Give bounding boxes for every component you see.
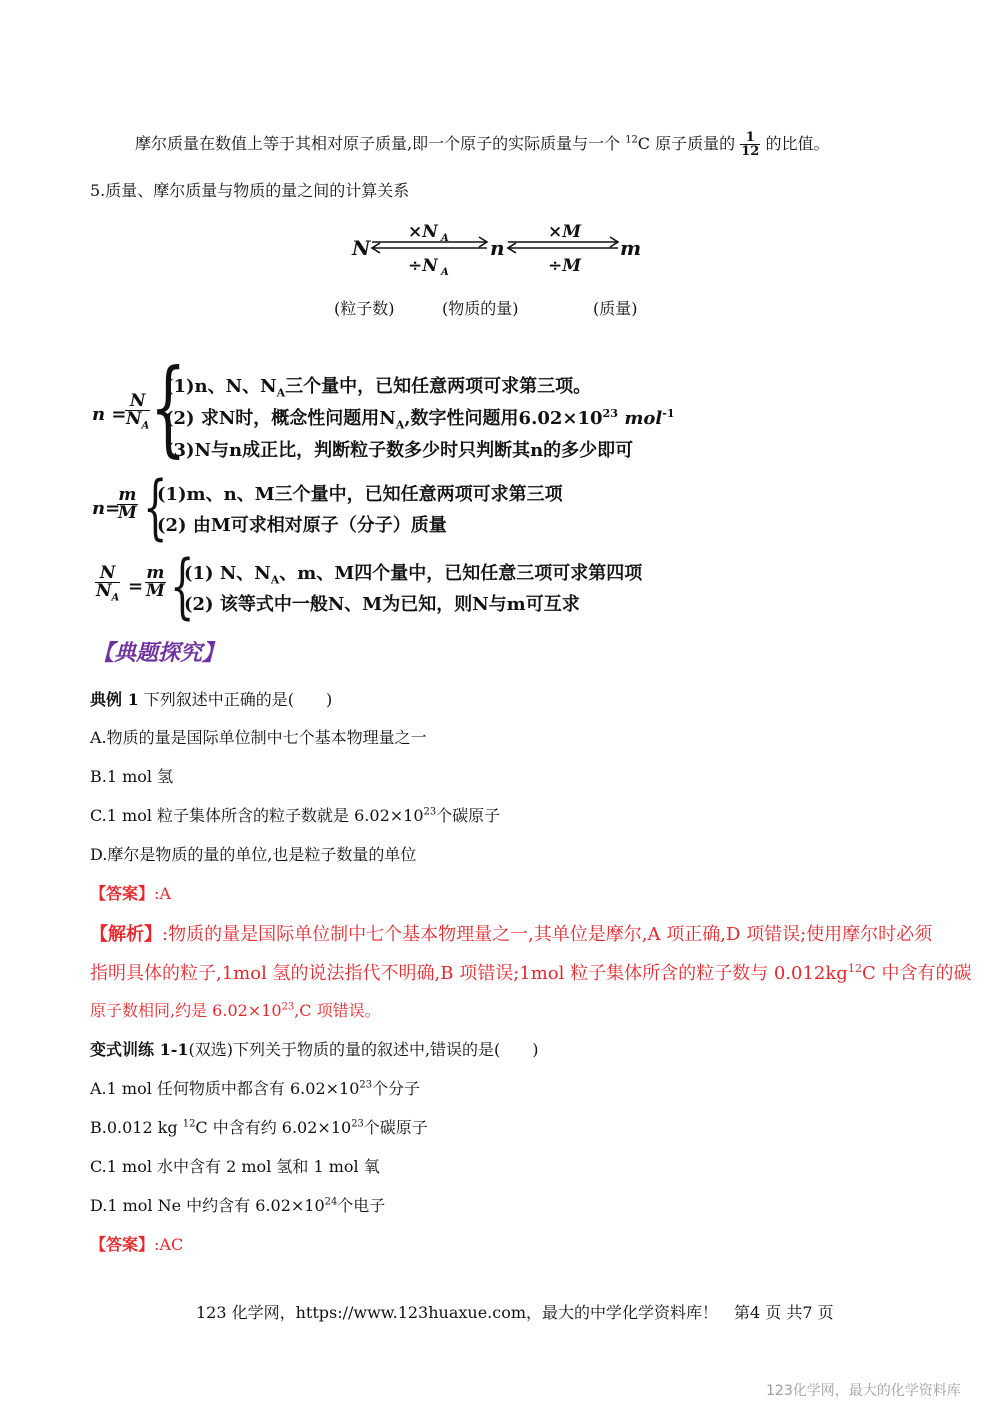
example-1-analysis-line-3: 原子数相同,约是 $6.02\times 10^{23},C$ 项错误。 [90,1001,381,1020]
label-times-M: ×M [548,222,582,242]
formula-3-fraction-left: $\frac{N}{N_A}$ [96,563,120,604]
section-title-typical-problems: 【典题探究】 [92,640,225,666]
example-1-answer: 【答案】:A [90,884,171,903]
variant-1-1-option-a: A.1 mol 任何物质中都含有 $6.02\times 10^{23}$个分子 [90,1079,421,1098]
formula-3-line-1: (1) N、$N_A$、m、M四个量中，已知任意三项可求第四项 [184,563,643,587]
variant-1-1-question: 变式训练 1-1(双选)下列关于物质的量的叙述中,错误的是( ) [90,1040,539,1059]
formula-2-brace: { [143,466,168,548]
formula-3-brace: { [170,545,195,627]
section-5-heading: 5.质量、摩尔质量与物质的量之间的计算关系 [90,181,410,200]
formula-2-lhs: n= [92,498,121,519]
formula-2-line-1: (1)m、n、M三个量中，已知任意两项可求第三项 [157,484,563,505]
statement-text: 摩尔质量在数值上等于其相对原子质量,即一个原子的实际质量与一个 [135,134,621,153]
molar-mass-statement [135,131,829,158]
variant-1-1-option-d: D.1 mol Ne 中约含有 $6.02\times 10^{24}$个电子 [90,1196,386,1215]
example-1-option-c: C.1 mol 粒子集体所含的粒子数就是 $6.02\times 10^{23}$个碳原子 [90,806,501,825]
label-div-M: ÷M [548,256,582,276]
fraction-denominator: 12 [741,144,760,159]
variant-1-1-answer: 【答案】:AC [90,1235,184,1254]
conversion-diagram [340,215,660,285]
formula-2-line-2: (2) 由M可求相对原子（分子）质量 [157,515,447,536]
diagram-n: n [490,236,505,260]
formula-3-fraction-right: $\frac{m}{M}$ [146,563,165,601]
example-1-analysis-line-1: 【解析】:物质的量是国际单位制中七个基本物理量之一,其单位是摩尔,A 项正确,D 项错误;使用摩尔时必须 [90,924,933,945]
page-footer: 123 化学网，https://www.123huaxue.com，最大的中学化学资料库！ 第4 页 共7 页 [196,1303,834,1322]
variant-1-1-option-b: B.0.012 kg $^{12}$C 中含有约 $6.02\times 10^{23}$个碳原子 [90,1118,428,1137]
statement-text: 的比值。 [765,134,830,153]
formula-2-fraction: $\frac{m}{M}$ [118,485,137,523]
label-particles: (粒子数) [334,299,395,318]
formula-1-brace: { [150,346,187,468]
label-mass: (质量) [593,299,638,318]
formula-3-equals: = [128,576,144,597]
label-times-NA-sub: A [441,233,449,244]
one-twelfth-fraction [740,131,760,158]
diagram-N: N [352,236,371,260]
label-div-NA-sub: A [441,267,449,278]
formula-1-fraction: $\frac{N}{N_A}$ [126,391,150,432]
example-1-analysis-line-2: 指明具体的粒子,1mol 氢的说法指代不明确,B 项错误;1mol 粒子集体所含的粒子数与 $0.012kg^{12}C$ 中含有的碳 [90,962,972,984]
isotope-symbol: C [637,134,651,153]
isotope-mass-number: 12 [625,134,638,146]
diagram-m: m [620,236,642,260]
formula-1-line-2: (2) 求N时，概念性问题用$N_A$,数字性问题用$6.02\times 10^{23}$ mol$^{-1}$ [165,407,675,432]
label-times-NA: ×N [408,222,438,242]
label-div-NA: ÷N [408,256,438,276]
fraction-numerator: 1 [745,130,755,145]
formula-1-lhs: n = [92,404,127,425]
example-1-option-a: A.物质的量是国际单位制中七个基本物理量之一 [90,728,427,747]
formula-3-line-2: (2) 该等式中一般N、M为已知，则N与m可互求 [184,594,580,615]
formula-1-line-1: (1)n、N、$N_A$三个量中，已知任意两项可求第三项。 [165,376,592,400]
label-amount: (物质的量) [442,299,519,318]
watermark-text: 123化学网，最大的化学资料库 [766,1383,961,1399]
example-1-question: 典例 1 下列叙述中正确的是( ) [90,690,333,709]
formula-1-line-3: (3)N与n成正比，判断粒子数多少时只判断其n的多少即可 [165,440,634,461]
statement-text: 原子质量的 [655,134,736,153]
example-1-option-d: D.摩尔是物质的量的单位,也是粒子数量的单位 [90,845,417,864]
example-1-option-b: B.1 mol 氢 [90,767,174,786]
variant-1-1-option-c: C.1 mol 水中含有 2 mol 氢和 1 mol 氧 [90,1157,380,1176]
